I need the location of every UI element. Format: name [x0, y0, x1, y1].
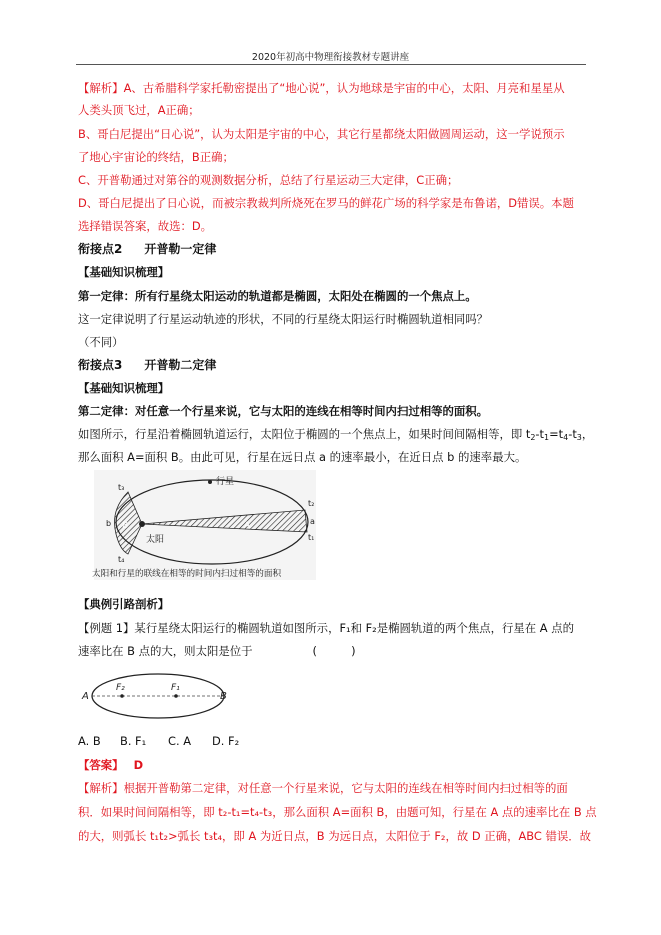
first-law: 第一定律：所有行星绕太阳运动的轨道都是椭圆，太阳处在椭圆的一个焦点上。: [78, 289, 477, 303]
first-law-question: 这一定律说明了行星运动轨迹的形状，不同的行星绕太阳运行时椭圆轨道相同吗？: [78, 312, 489, 326]
point-a-label: a: [310, 517, 315, 526]
second-law-paragraph-2: 那么面积 A=面积 B。由此可见，行星在远日点 a 的速率最小，在近日点 b 的速率最大。: [78, 450, 527, 464]
answer-label: 【答案】: [78, 758, 124, 772]
second-law-paragraph-1-text: 如图所示，行星沿着椭圆轨道运行，太阳位于椭圆的一个焦点上，如果时间间隔相等，即 t: [78, 427, 531, 441]
example-subhead: 【典例引路剖析】: [78, 597, 170, 611]
analysis-line-5: C、开普勒通过对第谷的观测数据分析，总结了行星运动三大定律，C正确；: [78, 173, 459, 187]
section-3-heading: [78, 357, 598, 373]
example-line-2: [78, 643, 598, 659]
header-rule: [76, 64, 586, 65]
analysis-line-3: B、哥白尼提出“日心说”，认为太阳是宇宙的中心，其它行星都绕太阳做圆周运动，这一学说预示: [78, 127, 565, 141]
answer-value: D: [133, 758, 144, 772]
option-c: C. A: [168, 734, 191, 748]
sun-point: [139, 521, 145, 527]
page-header: 2020年初高中物理衔接教材专题讲座: [251, 52, 410, 63]
option-d: D. F₂: [212, 734, 240, 748]
orbit-figure-example: [80, 668, 230, 722]
planet-point: [208, 480, 212, 484]
point-b-label: b: [106, 519, 112, 528]
focus-f1: [174, 694, 178, 698]
section-3-title: 开普勒二定律: [144, 358, 217, 372]
answer-line: [78, 757, 598, 773]
analysis-line-6: D、哥白尼提出了日心说，而被宗教裁判所烧死在罗马的鲜花广场的科学家是布鲁诺，D错误。本题: [78, 196, 574, 210]
analysis-line-4: 了地心宇宙论的终结，B正确；: [78, 150, 234, 164]
option-a: A. B: [78, 734, 101, 748]
example-line-1: 【例题 1】某行星绕太阳运行的椭圆轨道如图所示，F₁和 F₂是椭圆轨道的两个焦点，行星在 A 点的: [78, 621, 574, 635]
section-3-subhead: 【基础知识梳理】: [78, 381, 170, 395]
analysis-line-2: 人类头顶飞过，A正确；: [78, 103, 200, 117]
analysis-2-line-3: 的大，则弧长 t₁t₂>弧长 t₃t₄，即 A 为近日点，B 为远日点，太阳位于 F₂，故 D 正确，ABC 错误．故: [78, 829, 592, 843]
example-line-2-text: 速率比在 B 点的大，则太阳是位于: [78, 644, 253, 658]
kepler-second-law-figure: [94, 470, 316, 580]
option-b: B. F₁: [120, 734, 147, 748]
figure-1-caption: 太阳和行星的联线在相等的时间内扫过相等的面积: [92, 569, 282, 579]
section-3-number: 衔接点3: [78, 358, 123, 372]
planet-label: 行星: [216, 477, 235, 487]
t3-label: t₃: [118, 483, 125, 492]
focus-f2: [120, 694, 124, 698]
t2-label: t₂: [308, 499, 315, 508]
t1-label: t₁: [308, 533, 315, 542]
second-law-paragraph-1: 如图所示，行星沿着椭圆轨道运行，太阳位于椭圆的一个焦点上，如果时间间隔相等，即 t2-t1=t4-t3，: [78, 427, 594, 442]
focus-f2-label: F₂: [116, 683, 125, 693]
sun-label: 太阳: [146, 535, 165, 545]
section-2-number: 衔接点2: [78, 242, 123, 256]
point-a-label: A: [82, 691, 89, 702]
second-law: 第二定律：对任意一个行星来说，它与太阳的连线在相等时间内扫过相等的面积。: [78, 404, 489, 418]
analysis-2-line-1: 【解析】根据开普勒第二定律，对任意一个行星来说，它与太阳的连线在相等时间内扫过相等的面: [78, 781, 568, 795]
analysis-line-1: 【解析】A、古希腊科学家托勒密提出了“地心说”，认为地球是宇宙的中心，太阳、月亮和星星从: [78, 81, 565, 95]
point-b-label: B: [220, 691, 227, 702]
section-2-heading: [78, 241, 598, 257]
focus-f1-label: F₁: [171, 683, 180, 693]
t4-label: t₄: [118, 555, 125, 564]
area-b-label: B: [122, 521, 129, 531]
analysis-2-line-2: 积．如果时间间隔相等，即 t₂-t₁=t₄-t₃，那么面积 A=面积 B，由题可知，行星在 A 点的速率比在 B 点: [78, 805, 597, 819]
first-law-answer: （不同）: [78, 335, 124, 349]
section-2-subhead: 【基础知识梳理】: [78, 265, 170, 279]
area-a-label: A: [244, 521, 251, 531]
example-blank-parentheses: ( ): [312, 644, 356, 658]
section-2-title: 开普勒一定律: [144, 242, 217, 256]
analysis-line-7: 选择错误答案，故选：D。: [78, 219, 213, 233]
